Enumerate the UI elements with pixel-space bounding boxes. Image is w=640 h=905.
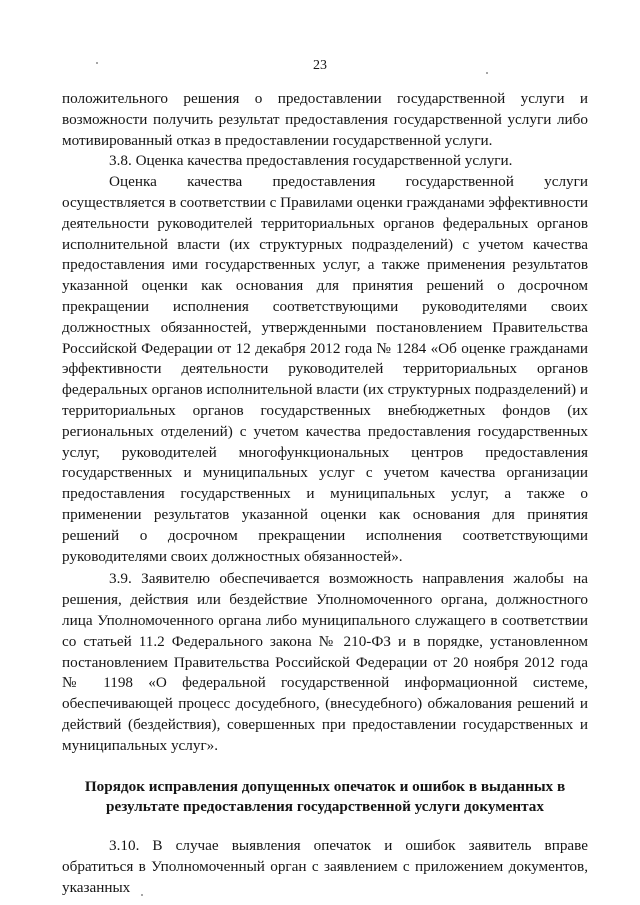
paragraph-3-8-title: 3.8. Оценка качества предоставления государственной услуги.: [109, 152, 513, 170]
paragraph-3-10: 3.10. В случае выявления опечаток и ошибок заявитель вправе обратиться в Уполномоченный орган с заявлением с приложением документов, указанных: [62, 837, 588, 896]
scan-speck: [96, 62, 98, 64]
scan-speck: [486, 72, 488, 74]
paragraph-quality-assessment: Оценка качества предоставления государственной услуги осуществляется в соответствии с Правилами оценки гражданами эффективности деятельности руководителей территориальных органов федеральных органов исполнительной власти (их структурных подразделений) с учетом качества предоставления ими государственных услуг, а также применения результатов указанной оценки как основания для принятия решений о досрочном прекращении исполнения соответствующими руководителями своих должностных обязанностей, утвержденными постановлением Правительства Российской Федерации от 12 декабря 2012 года № 1284 «Об оценке гражданами эффективности деятельности руководителей территориальных органов федеральных органов исполнительной власти (их структурных подразделений) и территориальных органов государственных внебюджетных фондов (их региональных отделений) с учетом качества предоставления государственных услуг, руководителей многофункциональных центров предоставления государственных и муниципальных услуг с учетом качества организации предоставления государственных и муниципальных услуг, а также о применении результатов указанной оценки как основания для принятия решений о досрочном прекращении исполнения соответствующими руководителями своих должностных обязанностей».: [62, 173, 588, 565]
section-heading: Порядок исправления допущенных опечаток и ошибок в выданных в результате предоставления государственной услуги документах: [84, 777, 566, 816]
paragraph-3-9: 3.9. Заявителю обеспечивается возможность направления жалобы на решения, действия или бездействие Уполномоченного органа, должностного лица Уполномоченного органа либо муниципального служащего в соответствии со статьей 11.2 Федерального закона № 210-ФЗ и в порядке, установленном постановлением Правительства Российской Федерации от 20 ноября 2012 года № 1198 «О федеральной государственной информационной системе, обеспечивающей процесс досудебного, (внесудебного) обжалования решений и действий (бездействия), совершенных при предоставлении государственных и муниципальных услуг».: [62, 570, 588, 754]
document-body: [62, 89, 588, 898]
paragraph-continuation: положительного решения о предоставлении государственной услуги и возможности получить результат предоставления государственной услуги либо мотивированный отказ в предоставлении государственной услуги.: [62, 90, 588, 149]
page-number: 23: [313, 58, 327, 73]
scan-speck: [141, 894, 143, 896]
